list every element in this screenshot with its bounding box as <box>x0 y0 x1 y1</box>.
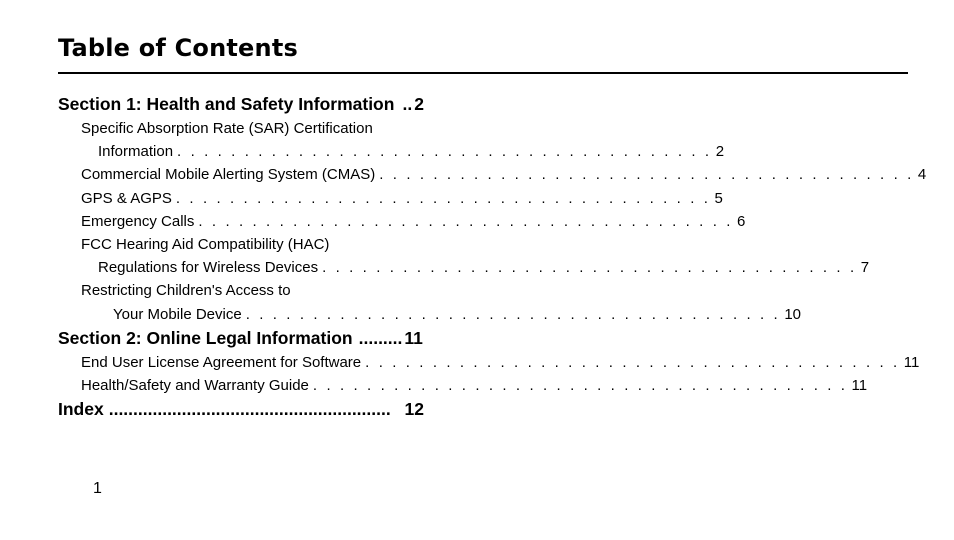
toc-section-2-page: 11 <box>404 327 423 348</box>
toc-leader: . . . . . . . . . . . . . . . . . . . . . . . . . . . . . . . . . . . . . . . . <box>175 189 711 207</box>
toc-section-1-page: 2 <box>414 94 424 114</box>
toc-leader: .......................................................... <box>108 399 391 420</box>
toc-entry-page: 4 <box>917 166 927 184</box>
toc-section-1-label: Section 1: Health and Safety Information <box>58 94 395 114</box>
toc-section-2[interactable] <box>58 326 424 351</box>
toc-leader: . . . . . . . . . . . . . . . . . . . . . . . . . . . . . . . . . . . . . . . . <box>245 305 781 323</box>
toc-entry-page: 10 <box>784 305 802 323</box>
toc-entry-cmas[interactable] <box>58 163 927 186</box>
toc-index-page: 12 <box>404 399 424 420</box>
toc-entry-page: 5 <box>714 189 723 207</box>
toc-entry-sar[interactable] <box>58 117 424 140</box>
toc-entry-gps[interactable] <box>58 187 723 210</box>
toc-leader: . . . . . . . . . . . . . . . . . . . . . . . . . . . . . . . . . . . . . . . . <box>312 376 848 394</box>
toc-entry-label: Regulations for Wireless Devices <box>98 259 319 277</box>
toc-entry-label: Restricting Children's Access to <box>81 282 291 300</box>
toc-entry-children-access[interactable] <box>58 279 424 302</box>
toc-entry-page: 11 <box>903 353 920 371</box>
toc-entry-page: 6 <box>737 212 746 230</box>
toc-leader: .. <box>402 94 413 114</box>
toc-entry-label: Emergency Calls <box>81 212 195 230</box>
table-of-contents <box>58 92 927 422</box>
toc-entry-eula[interactable] <box>58 351 920 374</box>
toc-entry-label: End User License Agreement for Software <box>81 353 362 371</box>
toc-entry-page: 11 <box>851 376 868 394</box>
toc-entry-warranty-guide[interactable] <box>58 374 868 397</box>
toc-entry-label: Information <box>98 143 174 161</box>
toc-entry-emergency-calls[interactable] <box>58 210 746 233</box>
toc-entry-sar-continued[interactable] <box>58 140 725 163</box>
toc-entry-label: Specific Absorption Rate (SAR) Certification <box>81 120 373 137</box>
toc-entry-label: Your Mobile Device <box>113 305 242 323</box>
toc-entry-hac[interactable] <box>58 233 424 256</box>
toc-entry-page: 2 <box>715 143 725 161</box>
toc-leader: . . . . . . . . . . . . . . . . . . . . . . . . . . . . . . . . . . . . . . . . <box>177 143 712 161</box>
toc-index-label: Index <box>58 399 104 420</box>
toc-entry-page: 7 <box>860 259 870 277</box>
toc-leader: . . . . . . . . . . . . . . . . . . . . . . . . . . . . . . . . . . . . . . . . <box>365 353 900 371</box>
toc-leader: . . . . . . . . . . . . . . . . . . . . . . . . . . . . . . . . . . . . . . . . <box>198 212 734 230</box>
toc-leader: ......... <box>358 327 403 348</box>
toc-entry-hac-continued[interactable] <box>58 256 870 279</box>
toc-section-1[interactable] <box>58 92 424 117</box>
title-divider <box>58 72 908 74</box>
page-title: Table of Contents <box>58 34 298 62</box>
toc-entry-label: GPS & AGPS <box>81 189 172 207</box>
toc-leader: . . . . . . . . . . . . . . . . . . . . . . . . . . . . . . . . . . . . . . . . <box>322 259 857 277</box>
toc-leader: . . . . . . . . . . . . . . . . . . . . . . . . . . . . . . . . . . . . . . . . <box>379 166 914 184</box>
toc-section-2-label: Section 2: Online Legal Information <box>58 327 353 348</box>
toc-entry-label: Health/Safety and Warranty Guide <box>81 376 309 394</box>
toc-index[interactable] <box>58 397 424 422</box>
toc-entry-label: Commercial Mobile Alerting System (CMAS) <box>81 166 376 184</box>
toc-entry-children-access-continued[interactable] <box>58 303 802 326</box>
toc-entry-label: FCC Hearing Aid Compatibility (HAC) <box>81 235 330 253</box>
page-number: 1 <box>93 480 102 497</box>
